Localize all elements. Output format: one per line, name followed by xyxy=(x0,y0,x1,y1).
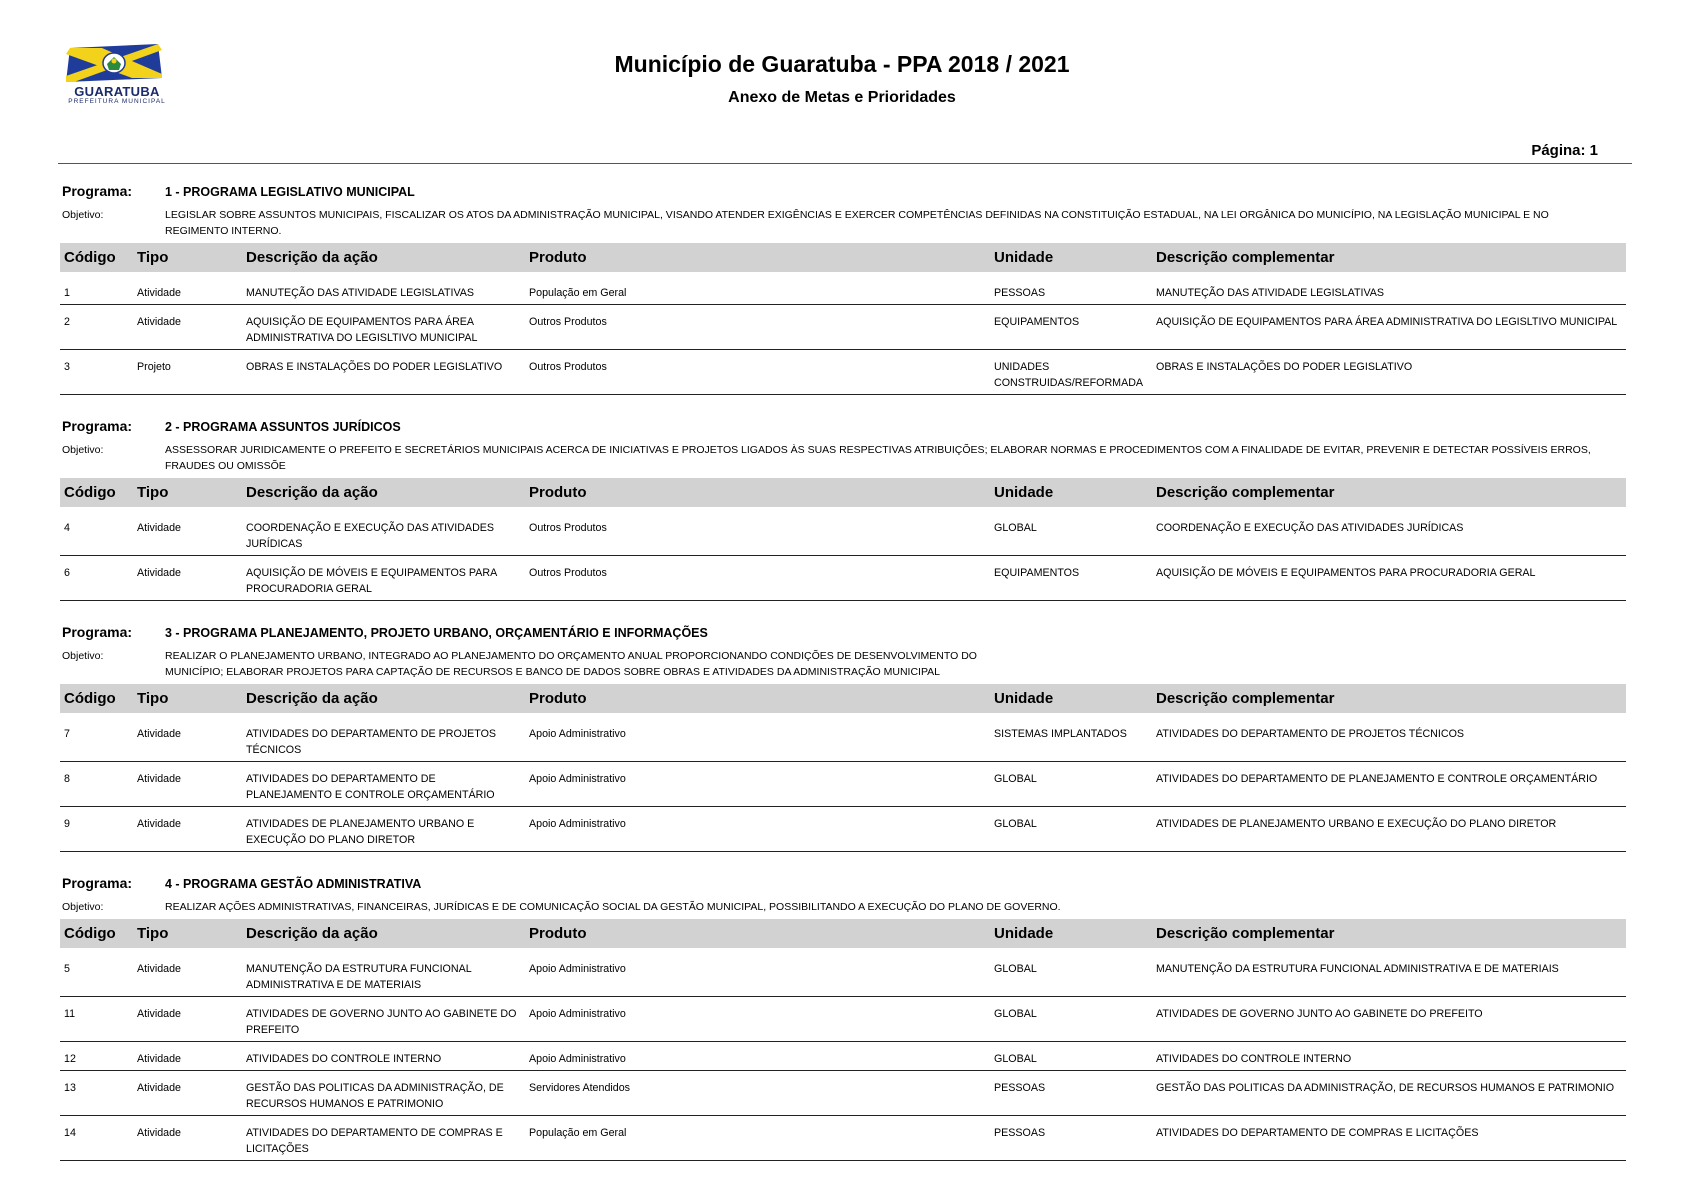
column-header: Descrição complementar xyxy=(1152,684,1626,713)
table-cell: Apoio Administrativo xyxy=(525,1042,990,1071)
column-header: Unidade xyxy=(990,478,1152,507)
table-cell: ATIVIDADES DE PLANEJAMENTO URBANO E EXECUÇÃO DO PLANO DIRETOR xyxy=(1152,807,1626,852)
table-cell: Apoio Administrativo xyxy=(525,948,990,997)
table-cell: 14 xyxy=(60,1116,133,1161)
table-cell: Apoio Administrativo xyxy=(525,807,990,852)
table-cell: 3 xyxy=(60,350,133,395)
table-cell: COORDENAÇÃO E EXECUÇÃO DAS ATIVIDADES JURÍDICAS xyxy=(242,507,525,556)
table-cell: ATIVIDADES DE GOVERNO JUNTO AO GABINETE DO PREFEITO xyxy=(1152,997,1626,1042)
actions-table xyxy=(60,478,1626,601)
table-cell: GLOBAL xyxy=(990,807,1152,852)
table-cell: GLOBAL xyxy=(990,997,1152,1042)
table-cell: ATIVIDADES DO CONTROLE INTERNO xyxy=(242,1042,525,1071)
table-row xyxy=(60,713,1626,762)
logo-subtitle: PREFEITURA MUNICIPAL xyxy=(68,98,166,105)
column-header: Produto xyxy=(525,684,990,713)
program-name: 1 - PROGRAMA LEGISLATIVO MUNICIPAL xyxy=(165,185,415,199)
table-cell: Atividade xyxy=(133,1116,242,1161)
table-row xyxy=(60,1116,1626,1161)
table-cell: População em Geral xyxy=(525,272,990,305)
table-cell: ATIVIDADES DO DEPARTAMENTO DE PROJETOS TÉCNICOS xyxy=(242,713,525,762)
table-cell: ATIVIDADES DO DEPARTAMENTO DE PLANEJAMENTO E CONTROLE ORÇAMENTÁRIO xyxy=(1152,762,1626,807)
table-cell: PESSOAS xyxy=(990,272,1152,305)
column-header: Descrição da ação xyxy=(242,684,525,713)
table-cell: COORDENAÇÃO E EXECUÇÃO DAS ATIVIDADES JURÍDICAS xyxy=(1152,507,1626,556)
table-cell: Atividade xyxy=(133,1042,242,1071)
table-row xyxy=(60,1042,1626,1071)
logo-wordmark: GUARATUBA xyxy=(74,84,160,99)
table-cell: Atividade xyxy=(133,305,242,350)
objective-line xyxy=(62,648,1632,680)
table-cell: 5 xyxy=(60,948,133,997)
table-row xyxy=(60,1071,1626,1116)
column-header: Código xyxy=(60,478,133,507)
programa-label: Programa: xyxy=(62,624,133,640)
table-cell: ATIVIDADES DO CONTROLE INTERNO xyxy=(1152,1042,1626,1071)
program-name: 3 - PROGRAMA PLANEJAMENTO, PROJETO URBANO, ORÇAMENTÁRIO E INFORMAÇÕES xyxy=(165,626,708,640)
table-cell: AQUISIÇÃO DE EQUIPAMENTOS PARA ÁREA ADMINISTRATIVA DO LEGISLTIVO MUNICIPAL xyxy=(242,305,525,350)
table-cell: 2 xyxy=(60,305,133,350)
table-cell: SISTEMAS IMPLANTADOS xyxy=(990,713,1152,762)
column-header: Tipo xyxy=(133,684,242,713)
header-divider xyxy=(58,163,1632,164)
column-header: Tipo xyxy=(133,919,242,948)
actions-table xyxy=(60,919,1626,1161)
page-title: Município de Guaratuba - PPA 2018 / 2021 xyxy=(614,51,1070,77)
objetivo-label: Objetivo: xyxy=(62,209,104,221)
table-cell: ATIVIDADES DE GOVERNO JUNTO AO GABINETE DO PREFEITO xyxy=(242,997,525,1042)
column-header: Descrição da ação xyxy=(242,478,525,507)
table-cell: AQUISIÇÃO DE MÓVEIS E EQUIPAMENTOS PARA PROCURADORIA GERAL xyxy=(242,556,525,601)
program-name: 4 - PROGRAMA GESTÃO ADMINISTRATIVA xyxy=(165,877,422,891)
program-block xyxy=(62,624,1632,852)
table-cell: MANUTENÇÃO DA ESTRUTURA FUNCIONAL ADMINISTRATIVA E DE MATERIAIS xyxy=(1152,948,1626,997)
column-header: Unidade xyxy=(990,684,1152,713)
table-row xyxy=(60,272,1626,305)
table-cell: 12 xyxy=(60,1042,133,1071)
table-cell: 7 xyxy=(60,713,133,762)
table-cell: Atividade xyxy=(133,948,242,997)
table-cell: Apoio Administrativo xyxy=(525,997,990,1042)
table-header-row xyxy=(60,919,1626,948)
column-header: Descrição complementar xyxy=(1152,478,1626,507)
program-block xyxy=(62,418,1632,601)
objective-text: REALIZAR AÇÕES ADMINISTRATIVAS, FINANCEIRAS, JURÍDICAS E DE COMUNICAÇÃO SOCIAL DA GESTÃO MUNICIPAL, POSSIBILITANDO A EXECUÇÃO DO PLANO DE GOVERNO. xyxy=(165,901,1061,913)
table-cell: 9 xyxy=(60,807,133,852)
table-cell: 13 xyxy=(60,1071,133,1116)
objective-line xyxy=(62,899,1632,915)
table-cell: Atividade xyxy=(133,1071,242,1116)
column-header: Código xyxy=(60,684,133,713)
column-header: Tipo xyxy=(133,478,242,507)
table-cell: Servidores Atendidos xyxy=(525,1071,990,1116)
programa-label: Programa: xyxy=(62,875,133,891)
table-cell: OBRAS E INSTALAÇÕES DO PODER LEGISLATIVO xyxy=(242,350,525,395)
table-cell: Outros Produtos xyxy=(525,305,990,350)
column-header: Unidade xyxy=(990,243,1152,272)
table-cell: Apoio Administrativo xyxy=(525,762,990,807)
program-block xyxy=(62,875,1632,1161)
table-row xyxy=(60,997,1626,1042)
table-cell: Atividade xyxy=(133,556,242,601)
table-cell: GLOBAL xyxy=(990,1042,1152,1071)
table-cell: GLOBAL xyxy=(990,762,1152,807)
program-name: 2 - PROGRAMA ASSUNTOS JURÍDICOS xyxy=(165,420,401,434)
table-header-row xyxy=(60,243,1626,272)
table-row xyxy=(60,507,1626,556)
table-cell: MANUTEÇÃO DAS ATIVIDADE LEGISLATIVAS xyxy=(1152,272,1626,305)
table-cell: Apoio Administrativo xyxy=(525,713,990,762)
table-cell: 4 xyxy=(60,507,133,556)
programa-label: Programa: xyxy=(62,418,133,434)
table-cell: OBRAS E INSTALAÇÕES DO PODER LEGISLATIVO xyxy=(1152,350,1626,395)
programa-label: Programa: xyxy=(62,183,133,199)
actions-table xyxy=(60,684,1626,852)
objective-line xyxy=(62,442,1632,474)
program-header xyxy=(62,875,1632,897)
page-subtitle: Anexo de Metas e Prioridades xyxy=(728,89,956,106)
table-cell: MANUTENÇÃO DA ESTRUTURA FUNCIONAL ADMINISTRATIVA E DE MATERIAIS xyxy=(242,948,525,997)
table-cell: Outros Produtos xyxy=(525,350,990,395)
table-cell: Atividade xyxy=(133,713,242,762)
table-cell: Atividade xyxy=(133,507,242,556)
column-header: Produto xyxy=(525,919,990,948)
table-cell: EQUIPAMENTOS xyxy=(990,556,1152,601)
objetivo-label: Objetivo: xyxy=(62,444,104,456)
table-row xyxy=(60,350,1626,395)
objective-text: LEGISLAR SOBRE ASSUNTOS MUNICIPAIS, FISCALIZAR OS ATOS DA ADMINISTRAÇÃO MUNICIPAL, VISANDO ATENDER EXIGÊNCIAS E EXERCER COMPETÊNCIAS DEFINIDAS NA CONSTITUIÇÃO ESTADUAL, NA LEI ORGÂNICA DO MUNICÍPIO, NA LEGISLAÇÃO MUNICIPAL E NO REGIMENTO INTERNO. xyxy=(165,209,1549,237)
table-cell: GLOBAL xyxy=(990,948,1152,997)
table-cell: Atividade xyxy=(133,272,242,305)
table-cell: 11 xyxy=(60,997,133,1042)
table-cell: MANUTEÇÃO DAS ATIVIDADE LEGISLATIVAS xyxy=(242,272,525,305)
table-row xyxy=(60,305,1626,350)
table-cell: ATIVIDADES DO DEPARTAMENTO DE PROJETOS TÉCNICOS xyxy=(1152,713,1626,762)
table-cell: EQUIPAMENTOS xyxy=(990,305,1152,350)
column-header: Código xyxy=(60,919,133,948)
table-cell: ATIVIDADES DO DEPARTAMENTO DE COMPRAS E LICITAÇÕES xyxy=(242,1116,525,1161)
table-cell: GESTÃO DAS POLITICAS DA ADMINISTRAÇÃO, DE RECURSOS HUMANOS E PATRIMONIO xyxy=(242,1071,525,1116)
table-cell: 1 xyxy=(60,272,133,305)
table-cell: AQUISIÇÃO DE MÓVEIS E EQUIPAMENTOS PARA PROCURADORIA GERAL xyxy=(1152,556,1626,601)
table-cell: GLOBAL xyxy=(990,507,1152,556)
column-header: Produto xyxy=(525,243,990,272)
table-cell: Atividade xyxy=(133,997,242,1042)
table-cell: 8 xyxy=(60,762,133,807)
table-row xyxy=(60,556,1626,601)
table-cell: ATIVIDADES DE PLANEJAMENTO URBANO E EXECUÇÃO DO PLANO DIRETOR xyxy=(242,807,525,852)
objective-text: REALIZAR O PLANEJAMENTO URBANO, INTEGRADO AO PLANEJAMENTO DO ORÇAMENTO ANUAL PROPORCIONANDO CONDIÇÕES DE DESENVOLVIMENTO DO MUNICÍPIO; ELABORAR PROJETOS PARA CAPTAÇÃO DE RECURSOS E BANCO DE DADOS SOBRE OBRAS E ATIVIDADES DA ADMINISTRAÇÃO MUNICIPAL xyxy=(165,650,977,678)
objetivo-label: Objetivo: xyxy=(62,650,104,662)
column-header: Código xyxy=(60,243,133,272)
objective-text: ASSESSORAR JURIDICAMENTE O PREFEITO E SECRETÁRIOS MUNICIPAIS ACERCA DE INICIATIVAS E PROJETOS LIGADOS ÀS SUAS RESPECTIVAS ATRIBUIÇÕES; ELABORAR NORMAS E PROCEDIMENTOS COM A FINALIDADE DE EVITAR, PREVENIR E DETECTAR POSSÍVEIS ERROS, FRAUDES OU OMISSÕE xyxy=(165,444,1591,472)
table-cell: Outros Produtos xyxy=(525,556,990,601)
table-cell: PESSOAS xyxy=(990,1116,1152,1161)
column-header: Descrição complementar xyxy=(1152,919,1626,948)
table-cell: Projeto xyxy=(133,350,242,395)
table-row xyxy=(60,762,1626,807)
table-cell: Atividade xyxy=(133,807,242,852)
table-cell: GESTÃO DAS POLITICAS DA ADMINISTRAÇÃO, DE RECURSOS HUMANOS E PATRIMONIO xyxy=(1152,1071,1626,1116)
table-cell: Outros Produtos xyxy=(525,507,990,556)
column-header: Descrição complementar xyxy=(1152,243,1626,272)
program-header xyxy=(62,624,1632,646)
column-header: Descrição da ação xyxy=(242,243,525,272)
table-cell: População em Geral xyxy=(525,1116,990,1161)
page-number: Página: 1 xyxy=(1531,142,1598,159)
actions-table xyxy=(60,243,1626,395)
table-cell: Atividade xyxy=(133,762,242,807)
column-header: Unidade xyxy=(990,919,1152,948)
table-cell: UNIDADES CONSTRUIDAS/REFORMADA xyxy=(990,350,1152,395)
table-cell: PESSOAS xyxy=(990,1071,1152,1116)
column-header: Produto xyxy=(525,478,990,507)
program-header xyxy=(62,183,1632,205)
table-cell: ATIVIDADES DO DEPARTAMENTO DE PLANEJAMENTO E CONTROLE ORÇAMENTÁRIO xyxy=(242,762,525,807)
table-row xyxy=(60,807,1626,852)
program-block xyxy=(62,183,1632,395)
table-cell: 6 xyxy=(60,556,133,601)
table-cell: AQUISIÇÃO DE EQUIPAMENTOS PARA ÁREA ADMINISTRATIVA DO LEGISLTIVO MUNICIPAL xyxy=(1152,305,1626,350)
table-header-row xyxy=(60,684,1626,713)
program-header xyxy=(62,418,1632,440)
table-row xyxy=(60,948,1626,997)
objetivo-label: Objetivo: xyxy=(62,901,104,913)
table-cell: ATIVIDADES DO DEPARTAMENTO DE COMPRAS E LICITAÇÕES xyxy=(1152,1116,1626,1161)
objective-line xyxy=(62,207,1632,239)
column-header: Tipo xyxy=(133,243,242,272)
column-header: Descrição da ação xyxy=(242,919,525,948)
table-header-row xyxy=(60,478,1626,507)
report-body xyxy=(62,183,1632,1184)
